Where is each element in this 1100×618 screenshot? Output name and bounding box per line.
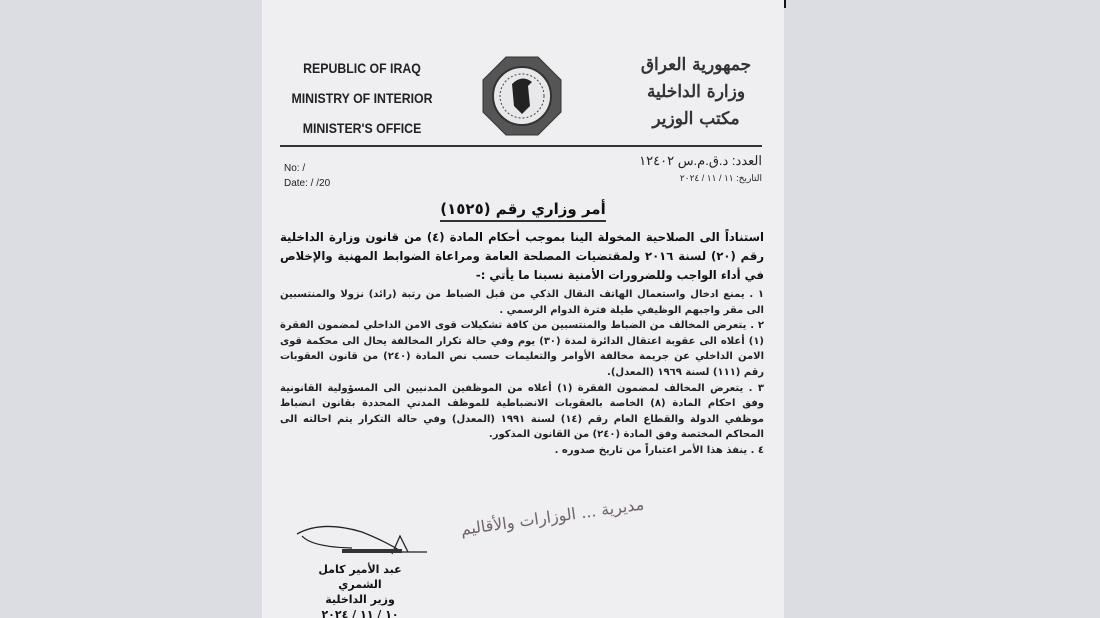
ar-date-field: التاريخ: ١١ / ١١ / ٢٠٢٤ [679,173,762,183]
list-item: ١ . يمنع ادخال واستعمال الهاتف النقال الذكي من قبل الضباط من رتبة (رائد) نزولا والمنتسبين الى مقر واجبهم الوظيفي طيلة فترة الدوام الرسمي . [280,289,764,316]
header-en-republic: REPUBLIC OF IRAQ [303,60,421,76]
header-divider [280,145,762,147]
signatory-position: وزير الداخلية [325,593,395,606]
signatory [300,562,420,618]
ar-number-field: العدد: د.ق.م.س ١٢٤٠٢ [639,153,762,168]
header-ar-office: مكتب الوزير [652,109,740,129]
date-field: Date: / /20 [284,178,331,189]
header-ar-ministry: وزارة الداخلية [646,82,746,102]
header-ar-republic: جمهورية العراق [640,55,752,75]
document-page [262,0,784,618]
ministry-emblem-logo [482,56,562,136]
preamble: استناداً الى الصلاحية المخولة الينا بموجب أحكام المادة (٤) من قانون وزارة الداخلية رقم (٢٠) لسنة ٢٠١٦ ولمقتضيات المصلحة العامة ومراعاة الضوابط المهنية والإخلاص في أداء الواجب وللضرورات الأمنية نسبنا ما يأتي :- [280,230,764,282]
header-en-office: MINISTER'S OFFICE [302,120,422,136]
list-item: ٤ . ينفذ هذا الأمر اعتباراً من تاريخ صدوره . [554,444,764,456]
document-title-text: أمر وزاري رقم (١٥٢٥) [440,200,605,222]
header-en-ministry: MINISTRY OF INTERIOR [291,90,433,106]
document-title [262,200,784,218]
document-body [280,228,764,459]
diagonal-stamp: مديرية ... الوزارات والأقاليم [459,494,646,539]
signature-mark [292,522,432,562]
number-field: No: / [284,163,306,174]
signature-date: ١٠ / ١١ / ٢٠٢٤ [321,608,399,618]
list-item: ٣ . يتعرض المخالف لمضمون الفقرة (١) أعلاه من الموظفين المدنيين الى المسؤولية القانونية وفق احكام المادة (٨) الخاصة بالعقوبات الانضباطية للموظف المدني المحددة بقانون انضباط موظفي الدولة والقطاع العام رقم (١٤) لسنة ١٩٩١ (المعدل) وفي حالة التكرار يتم احالته الى المحاكم المختصة وفق المادة (٢٤٠) من القانون المذكور. [280,382,765,441]
signatory-name: عبد الأمير كامل الشمري [318,563,402,591]
list-item: ٢ . يتعرض المخالف من الضباط والمنتسبين من كافة تشكيلات قوى الامن الداخلي لمضمون الفقرة (١) أعلاه الى عقوبة اعتقال الدائرة لمدة (٣٠) يوم وفي حالة تكرار المخالفة يحال الى محكمة قوى الامن الداخلي عن جريمة مخالفة الأوامر والتعليمات حسب نص المادة (٢٤٠) من قانون العقوبات رقم (١١١) لسنة ١٩٦٩ (المعدل). [280,320,765,378]
order-items [280,287,764,459]
header-ar [636,52,756,133]
